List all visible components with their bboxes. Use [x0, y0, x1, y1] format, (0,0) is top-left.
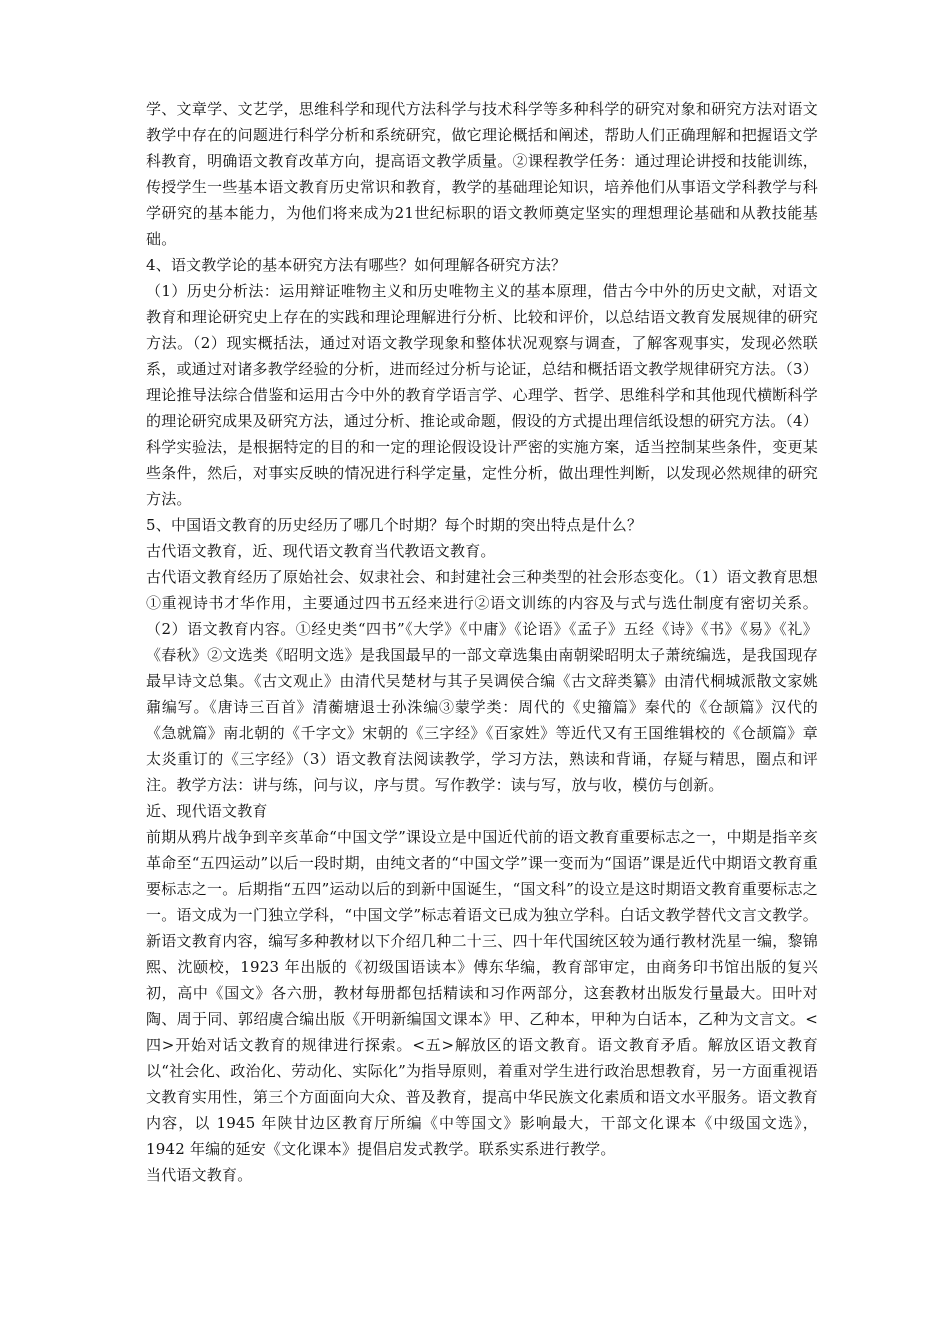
paragraph-ancient-education: 古代语文教育经历了原始社会、奴隶社会、和封建社会三种类型的社会形态变化。（1）语文教育思想①重视诗书才华作用，主要通过四书五经来进行②语文训练的内容及与式与选仕制度有密切关系。（2）语文教育内容。①经史类“四书”《大学》《中庸》《论语》《孟子》五经《诗》《书》《易》《礼》《春秋》②文选类《昭明文选》是我国最早的一部文章选集由南朝梁昭明太子萧统编选，是我国现存最早诗文总集。《古文观止》由清代吴楚材与其子吴调侯合编《古文辞类纂》由清代桐城派散文家姚鼐编写。《唐诗三百首》清蘅塘退士孙洙编③蒙学类：周代的《史籀篇》秦代的《仓颉篇》汉代的《急就篇》南北朝的《千字文》宋朝的《三字经》《百家姓》等近代又有王国维辑校的《仓颉篇》章太炎重订的《三字经》（3）语文教育法阅读教学，学习方法，熟读和背诵，存疑与精思，圈点和评注。教学方法：讲与练，问与议，序与贯。写作教学：读与写，放与收，模仿与创新。: [146, 568, 818, 794]
paragraph-periods-summary: 古代语文教育，近、现代语文教育当代教语文教育。: [146, 542, 496, 560]
subheading-modern-education: 近、现代语文教育: [146, 802, 268, 820]
paragraph-research-methods: （1）历史分析法：运用辩证唯物主义和历史唯物主义的基本原理，借古今中外的历史文献，对语文教育和理论研究史上存在的实践和理论理解进行分析、比较和评价，以总结语文教育发展规律的研究方法。（2）现实概括法，通过对语文教学现象和整体状况观察与调查，了解客观事实，发现必然联系，或通过对诸多教学经验的分析，进而经过分析与论证，总结和概括语文教学规律研究方法。（3）理论推导法综合借鉴和运用古今中外的教育学语言学、心理学、哲学、思维科学和其他现代横断科学的理论研究成果及研究方法，通过分析、推论或命题，假设的方式提出理信纸设想的研究方法。（4）科学实验法，是根据特定的目的和一定的理论假设设计严密的实施方案，适当控制某些条件，变更某些条件，然后，对事实反映的情况进行科学定量，定性分析，做出理性判断，以发现必然规律的研究方法。: [146, 282, 818, 508]
paragraph-modern-education: 前期从鸦片战争到辛亥革命“中国文学”课设立是中国近代前的语文教育重要标志之一，中期是指辛亥革命至“五四运动”以后一段时期，由纯文者的“中国文学”课一变而为“国语”课是近代中期语文教育重要标志之一。后期指“五四”运动以后的到新中国诞生，“国文科”的设立是这时期语文教育重要标志之一。语文成为一门独立学科，“中国文学”标志着语文已成为独立学科。白话文教学替代文言文教学。新语文教育内容，编写多种教材以下介绍几种二十三、四十年代国统区较为通行教材洗星一编，黎锦熙、沈颐校，1923 年出版的《初级国语读本》傅东华编，教育部审定，由商务印书馆出版的复兴初，高中《国文》各六册，教材每册都包括精读和习作两部分，这套教材出版发行量最大。田叶对陶、周于同、郭绍虞合编出版《开明新编国文课本》甲、乙种本，甲种为白话本，乙种为文言文。<四>开始对话文教育的规律进行探索。<五>解放区的语文教育。语文教育矛盾。解放区语文教育以“社会化、政治化、劳动化、实际化”为指导原则，着重对学生进行政治思想教育，另一方面重视语文教育实用性，第三个方面面向大众、普及教育，提高中华民族文化素质和语文水平服务。语文教育内容，以 1945 年陕甘边区教育厅所编《中等国文》影响最大，干部文化课本《中级国文选》，1942 年编的延安《文化课本》提倡启发式教学。联系实系进行教学。: [146, 828, 818, 1158]
subheading-contemporary-education: 当代语文教育。: [146, 1166, 253, 1184]
paragraph-course-tasks: 学、文章学、文艺学，思维科学和现代方法科学与技术科学等多种科学的研究对象和研究方法对语文教学中存在的问题进行科学分析和系统研究，做它理论概括和阐述，帮助人们正确理解和把握语文学科教育，明确语文教育改革方向，提高语文教学质量。②课程教学任务：通过理论讲授和技能训练，传授学生一些基本语文教育历史常识和教育，教学的基础理论知识，培养他们从事语文学科教学与科学研究的基本能力，为他们将来成为21世纪标职的语文教师奠定坚实的理想理论基础和从教技能基础。: [146, 100, 818, 248]
document-page: [146, 96, 818, 1188]
question-5-heading: 5、中国语文教育的历史经历了哪几个时期？每个时期的突出特点是什么？: [146, 516, 643, 534]
question-4-heading: 4、语文教学论的基本研究方法有哪些？如何理解各研究方法？: [146, 256, 567, 274]
